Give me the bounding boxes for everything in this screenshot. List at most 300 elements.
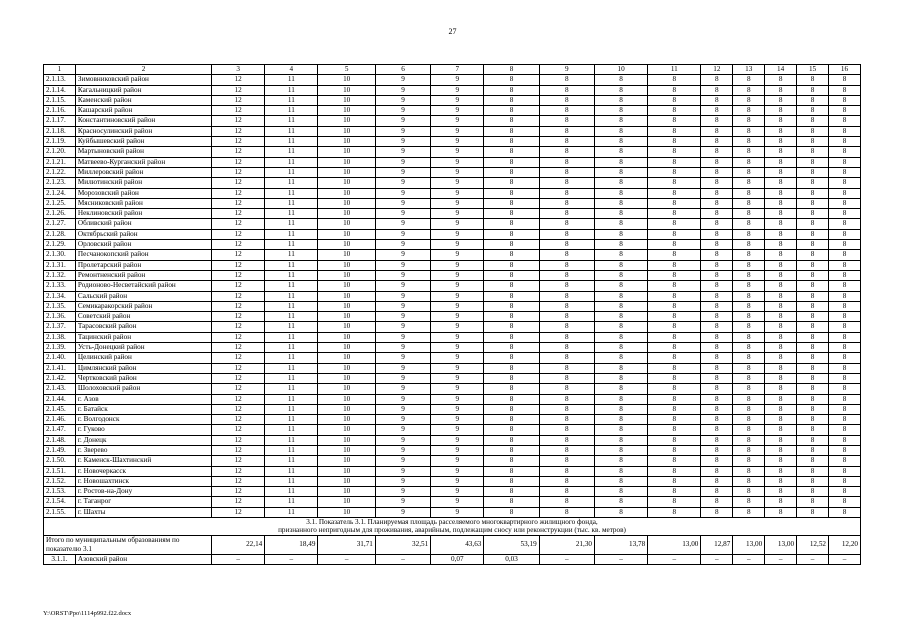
row-value-cell: 8 bbox=[829, 291, 861, 301]
row-value-cell: 11 bbox=[265, 373, 318, 383]
row-value-cell: 9 bbox=[375, 394, 430, 404]
row-value-cell: 8 bbox=[484, 85, 539, 95]
row-value-cell: 8 bbox=[484, 137, 539, 147]
row-value-cell: 8 bbox=[539, 301, 594, 311]
row-district-name: г. Батайск bbox=[75, 404, 211, 414]
row-value-cell: 8 bbox=[484, 466, 539, 476]
row-district-name: Родионово-Несветайский район bbox=[75, 281, 211, 291]
row-number: 2.1.20. bbox=[44, 147, 76, 157]
total-value-cell: 21,30 bbox=[539, 535, 594, 554]
row-value-cell: 8 bbox=[484, 487, 539, 497]
row-value-cell: 8 bbox=[701, 198, 733, 208]
row-value-cell: 8 bbox=[484, 219, 539, 229]
row-value-cell: 8 bbox=[539, 445, 594, 455]
row-value-cell: 8 bbox=[797, 116, 829, 126]
row-value-cell: 8 bbox=[648, 312, 701, 322]
row-value-cell: 11 bbox=[265, 322, 318, 332]
row-value-cell: 8 bbox=[539, 270, 594, 280]
table-row bbox=[44, 209, 861, 219]
row-value-cell: 8 bbox=[484, 198, 539, 208]
row-district-name: г. Волгодонск bbox=[75, 415, 211, 425]
row-value-cell: – bbox=[595, 554, 648, 564]
row-value-cell: 12 bbox=[212, 301, 265, 311]
row-value-cell: 8 bbox=[797, 147, 829, 157]
row-value-cell: 8 bbox=[733, 332, 765, 342]
row-value-cell: 10 bbox=[318, 250, 375, 260]
row-value-cell: 11 bbox=[265, 240, 318, 250]
row-value-cell: 8 bbox=[595, 415, 648, 425]
row-value-cell: 8 bbox=[765, 250, 797, 260]
row-district-name: Тацинский район bbox=[75, 332, 211, 342]
row-value-cell: 8 bbox=[797, 260, 829, 270]
row-district-name: Милютинский район bbox=[75, 178, 211, 188]
row-value-cell: 8 bbox=[797, 281, 829, 291]
row-value-cell: 8 bbox=[797, 291, 829, 301]
table-row bbox=[44, 322, 861, 332]
row-value-cell: 9 bbox=[431, 219, 484, 229]
row-value-cell: 10 bbox=[318, 301, 375, 311]
row-value-cell: 8 bbox=[701, 322, 733, 332]
row-value-cell: 12 bbox=[212, 487, 265, 497]
row-value-cell: 8 bbox=[648, 476, 701, 486]
row-value-cell: 8 bbox=[595, 373, 648, 383]
row-value-cell: 8 bbox=[797, 343, 829, 353]
row-value-cell: 9 bbox=[431, 466, 484, 476]
table-row bbox=[44, 116, 861, 126]
row-number: 2.1.16. bbox=[44, 106, 76, 116]
row-value-cell: 8 bbox=[797, 270, 829, 280]
row-value-cell: 9 bbox=[431, 229, 484, 239]
row-number: 2.1.51. bbox=[44, 466, 76, 476]
column-header-10: 10 bbox=[595, 65, 648, 75]
row-value-cell: 9 bbox=[375, 353, 430, 363]
row-value-cell: 9 bbox=[431, 188, 484, 198]
row-value-cell: 8 bbox=[701, 466, 733, 476]
row-value-cell: 8 bbox=[648, 116, 701, 126]
row-value-cell: 8 bbox=[595, 301, 648, 311]
row-value-cell: 10 bbox=[318, 281, 375, 291]
row-value-cell: 10 bbox=[318, 497, 375, 507]
row-value-cell: 8 bbox=[797, 126, 829, 136]
row-value-cell: 8 bbox=[648, 322, 701, 332]
row-value-cell: 11 bbox=[265, 270, 318, 280]
section-caption bbox=[44, 518, 861, 536]
row-value-cell: 8 bbox=[765, 363, 797, 373]
row-value-cell: 8 bbox=[829, 116, 861, 126]
row-number: 2.1.38. bbox=[44, 332, 76, 342]
row-district-name: Мясниковский район bbox=[75, 198, 211, 208]
table-row bbox=[44, 394, 861, 404]
row-value-cell: 8 bbox=[539, 456, 594, 466]
row-value-cell: 8 bbox=[701, 178, 733, 188]
row-district-name: Советский район bbox=[75, 312, 211, 322]
row-value-cell: 8 bbox=[797, 157, 829, 167]
row-value-cell: 8 bbox=[797, 332, 829, 342]
row-value-cell: 10 bbox=[318, 260, 375, 270]
row-district-name: Кагальницкий район bbox=[75, 85, 211, 95]
row-district-name: Мартыновский район bbox=[75, 147, 211, 157]
row-value-cell: 8 bbox=[765, 240, 797, 250]
row-value-cell: 8 bbox=[484, 507, 539, 517]
row-value-cell: 8 bbox=[539, 219, 594, 229]
row-value-cell: 9 bbox=[431, 157, 484, 167]
row-value-cell: 10 bbox=[318, 116, 375, 126]
row-value-cell: 9 bbox=[375, 167, 430, 177]
row-number: 3.1.1. bbox=[44, 554, 76, 564]
row-value-cell: 8 bbox=[829, 240, 861, 250]
row-value-cell: 8 bbox=[648, 240, 701, 250]
row-value-cell: 9 bbox=[375, 209, 430, 219]
row-value-cell: 8 bbox=[797, 363, 829, 373]
row-value-cell: 8 bbox=[484, 250, 539, 260]
row-value-cell: 8 bbox=[595, 456, 648, 466]
row-number: 2.1.43. bbox=[44, 384, 76, 394]
row-value-cell: 8 bbox=[829, 384, 861, 394]
row-value-cell: 12 bbox=[212, 167, 265, 177]
row-value-cell: 8 bbox=[595, 240, 648, 250]
row-number: 2.1.29. bbox=[44, 240, 76, 250]
row-value-cell: 8 bbox=[765, 343, 797, 353]
row-value-cell: 11 bbox=[265, 404, 318, 414]
row-district-name: г. Шахты bbox=[75, 507, 211, 517]
row-value-cell: 11 bbox=[265, 219, 318, 229]
row-value-cell: 12 bbox=[212, 240, 265, 250]
row-value-cell: 11 bbox=[265, 394, 318, 404]
row-value-cell: 9 bbox=[375, 270, 430, 280]
row-value-cell: 8 bbox=[765, 487, 797, 497]
column-header-13: 13 bbox=[733, 65, 765, 75]
row-value-cell: 8 bbox=[595, 476, 648, 486]
row-value-cell: 8 bbox=[733, 353, 765, 363]
table-row bbox=[44, 456, 861, 466]
row-value-cell: 8 bbox=[765, 85, 797, 95]
row-value-cell: 8 bbox=[539, 167, 594, 177]
row-value-cell: 8 bbox=[539, 281, 594, 291]
row-value-cell: 8 bbox=[829, 312, 861, 322]
column-header-3: 3 bbox=[212, 65, 265, 75]
row-value-cell: 12 bbox=[212, 281, 265, 291]
row-value-cell: 8 bbox=[648, 167, 701, 177]
row-value-cell: 11 bbox=[265, 85, 318, 95]
row-district-name: Зимовниковский район bbox=[75, 75, 211, 85]
row-value-cell: 12 bbox=[212, 291, 265, 301]
row-value-cell: 8 bbox=[484, 281, 539, 291]
row-district-name: Усть-Донецкий район bbox=[75, 343, 211, 353]
row-value-cell: 9 bbox=[431, 363, 484, 373]
row-district-name: Кашарский район bbox=[75, 106, 211, 116]
row-value-cell: 12 bbox=[212, 404, 265, 414]
row-value-cell: 12 bbox=[212, 198, 265, 208]
row-value-cell: 8 bbox=[829, 343, 861, 353]
row-value-cell: 8 bbox=[797, 394, 829, 404]
row-value-cell: 9 bbox=[375, 281, 430, 291]
footer-file-path: Y:\ORST\Ppo\1114p992.f22.docx bbox=[43, 610, 132, 617]
row-value-cell: 9 bbox=[375, 250, 430, 260]
table-row bbox=[44, 415, 861, 425]
row-value-cell: 8 bbox=[539, 116, 594, 126]
row-value-cell: 8 bbox=[733, 147, 765, 157]
row-value-cell: 9 bbox=[431, 384, 484, 394]
row-value-cell: 8 bbox=[733, 435, 765, 445]
row-value-cell: 9 bbox=[431, 507, 484, 517]
row-value-cell: 10 bbox=[318, 312, 375, 322]
row-value-cell: 8 bbox=[701, 435, 733, 445]
row-value-cell: 8 bbox=[484, 178, 539, 188]
row-value-cell: 10 bbox=[318, 178, 375, 188]
row-value-cell: 9 bbox=[375, 497, 430, 507]
row-value-cell: – bbox=[212, 554, 265, 564]
row-value-cell: 9 bbox=[375, 188, 430, 198]
row-district-name: г. Зверево bbox=[75, 445, 211, 455]
row-value-cell: 8 bbox=[829, 250, 861, 260]
row-value-cell: 8 bbox=[648, 435, 701, 445]
row-value-cell: 8 bbox=[829, 137, 861, 147]
row-value-cell: 8 bbox=[701, 126, 733, 136]
row-value-cell: 8 bbox=[829, 106, 861, 116]
table-row bbox=[44, 260, 861, 270]
row-value-cell: 8 bbox=[648, 219, 701, 229]
row-number: 2.1.48. bbox=[44, 435, 76, 445]
total-value-cell: 13,00 bbox=[765, 535, 797, 554]
row-value-cell: 8 bbox=[765, 291, 797, 301]
table-row bbox=[44, 137, 861, 147]
row-value-cell: 10 bbox=[318, 394, 375, 404]
row-value-cell: 9 bbox=[375, 343, 430, 353]
row-value-cell: 8 bbox=[765, 456, 797, 466]
row-value-cell: 9 bbox=[431, 116, 484, 126]
row-value-cell: 8 bbox=[765, 281, 797, 291]
row-value-cell: 10 bbox=[318, 332, 375, 342]
row-value-cell: 8 bbox=[648, 106, 701, 116]
row-value-cell: 8 bbox=[829, 147, 861, 157]
row-value-cell: 8 bbox=[595, 445, 648, 455]
row-value-cell: 8 bbox=[648, 147, 701, 157]
table-row bbox=[44, 507, 861, 517]
row-district-name: Куйбышевский район bbox=[75, 137, 211, 147]
section-caption-row bbox=[44, 518, 861, 536]
row-value-cell: 8 bbox=[539, 291, 594, 301]
row-number: 2.1.46. bbox=[44, 415, 76, 425]
row-value-cell: 8 bbox=[733, 137, 765, 147]
row-value-cell: 11 bbox=[265, 497, 318, 507]
row-value-cell: 9 bbox=[431, 167, 484, 177]
table-row bbox=[44, 178, 861, 188]
row-value-cell: 8 bbox=[733, 229, 765, 239]
row-value-cell: 9 bbox=[431, 301, 484, 311]
row-value-cell: 9 bbox=[431, 178, 484, 188]
row-value-cell: 8 bbox=[733, 75, 765, 85]
row-value-cell: 8 bbox=[765, 198, 797, 208]
row-value-cell: 9 bbox=[375, 312, 430, 322]
row-district-name: Каменский район bbox=[75, 95, 211, 105]
row-value-cell: 8 bbox=[829, 332, 861, 342]
row-value-cell: 8 bbox=[733, 394, 765, 404]
row-value-cell: 8 bbox=[595, 281, 648, 291]
row-value-cell: 11 bbox=[265, 95, 318, 105]
row-value-cell: 12 bbox=[212, 466, 265, 476]
table-row bbox=[44, 291, 861, 301]
row-value-cell: 10 bbox=[318, 415, 375, 425]
row-value-cell: 8 bbox=[595, 188, 648, 198]
row-value-cell: 12 bbox=[212, 476, 265, 486]
row-value-cell: 8 bbox=[733, 281, 765, 291]
row-value-cell: 8 bbox=[484, 240, 539, 250]
row-district-name: Миллеровский район bbox=[75, 167, 211, 177]
row-value-cell: 8 bbox=[733, 260, 765, 270]
row-value-cell: 8 bbox=[765, 106, 797, 116]
row-value-cell: – bbox=[829, 554, 861, 564]
row-value-cell: 8 bbox=[733, 507, 765, 517]
row-value-cell: 8 bbox=[765, 394, 797, 404]
row-value-cell: 8 bbox=[648, 85, 701, 95]
row-value-cell: 8 bbox=[539, 95, 594, 105]
row-value-cell: 8 bbox=[539, 466, 594, 476]
column-header-15: 15 bbox=[797, 65, 829, 75]
row-value-cell: 8 bbox=[701, 301, 733, 311]
row-number: 2.1.13. bbox=[44, 75, 76, 85]
row-value-cell: 11 bbox=[265, 507, 318, 517]
row-value-cell: 9 bbox=[431, 476, 484, 486]
row-value-cell: 8 bbox=[648, 353, 701, 363]
row-value-cell: 8 bbox=[595, 487, 648, 497]
row-number: 2.1.53. bbox=[44, 487, 76, 497]
row-value-cell: 9 bbox=[375, 147, 430, 157]
row-value-cell: 8 bbox=[484, 95, 539, 105]
row-value-cell: 8 bbox=[648, 126, 701, 136]
row-value-cell: 8 bbox=[648, 260, 701, 270]
row-value-cell: 9 bbox=[431, 404, 484, 414]
table-row bbox=[44, 188, 861, 198]
row-value-cell: 9 bbox=[375, 240, 430, 250]
table-row bbox=[44, 229, 861, 239]
row-value-cell: 8 bbox=[701, 240, 733, 250]
row-value-cell: 10 bbox=[318, 425, 375, 435]
row-value-cell: 8 bbox=[539, 178, 594, 188]
row-value-cell: 8 bbox=[701, 394, 733, 404]
total-value-cell: 31,71 bbox=[318, 535, 375, 554]
row-value-cell: 8 bbox=[765, 476, 797, 486]
row-value-cell: 8 bbox=[648, 291, 701, 301]
row-district-name: г. Ростов-на-Дону bbox=[75, 487, 211, 497]
row-value-cell: 8 bbox=[733, 188, 765, 198]
row-value-cell: 8 bbox=[797, 95, 829, 105]
row-value-cell: 10 bbox=[318, 373, 375, 383]
row-value-cell: 8 bbox=[539, 415, 594, 425]
row-value-cell: 8 bbox=[733, 250, 765, 260]
row-value-cell: 11 bbox=[265, 353, 318, 363]
row-value-cell: 8 bbox=[648, 157, 701, 167]
row-value-cell: 8 bbox=[797, 353, 829, 363]
table-row bbox=[44, 301, 861, 311]
row-value-cell: 8 bbox=[797, 487, 829, 497]
table-row bbox=[44, 198, 861, 208]
row-value-cell: 8 bbox=[648, 487, 701, 497]
row-value-cell: 8 bbox=[539, 106, 594, 116]
table-row bbox=[44, 95, 861, 105]
row-district-name: Красносулинский район bbox=[75, 126, 211, 136]
row-value-cell: 10 bbox=[318, 75, 375, 85]
row-value-cell: 11 bbox=[265, 106, 318, 116]
row-value-cell: 8 bbox=[797, 188, 829, 198]
row-value-cell: 8 bbox=[701, 137, 733, 147]
row-value-cell: 8 bbox=[797, 445, 829, 455]
column-header-5: 5 bbox=[318, 65, 375, 75]
row-value-cell: 11 bbox=[265, 229, 318, 239]
row-value-cell: 8 bbox=[484, 188, 539, 198]
row-district-name: Цимлянский район bbox=[75, 363, 211, 373]
row-value-cell: 9 bbox=[431, 95, 484, 105]
row-value-cell: 9 bbox=[431, 343, 484, 353]
row-value-cell: 8 bbox=[539, 260, 594, 270]
row-district-name: Неклиновский район bbox=[75, 209, 211, 219]
row-value-cell: 11 bbox=[265, 363, 318, 373]
table-body bbox=[44, 65, 861, 565]
row-number: 2.1.35. bbox=[44, 301, 76, 311]
row-value-cell: 8 bbox=[701, 209, 733, 219]
row-value-cell: – bbox=[318, 554, 375, 564]
row-number: 2.1.52. bbox=[44, 476, 76, 486]
row-value-cell: 8 bbox=[829, 75, 861, 85]
row-value-cell: 10 bbox=[318, 106, 375, 116]
row-value-cell: 10 bbox=[318, 466, 375, 476]
table-row bbox=[44, 554, 861, 564]
row-value-cell: 12 bbox=[212, 229, 265, 239]
row-value-cell: 9 bbox=[375, 445, 430, 455]
row-value-cell: 12 bbox=[212, 353, 265, 363]
row-value-cell: 8 bbox=[701, 85, 733, 95]
row-value-cell: 8 bbox=[733, 384, 765, 394]
table-row bbox=[44, 85, 861, 95]
row-value-cell: 8 bbox=[539, 157, 594, 167]
row-value-cell: 8 bbox=[539, 353, 594, 363]
row-value-cell: 11 bbox=[265, 415, 318, 425]
table-row bbox=[44, 250, 861, 260]
row-value-cell: 9 bbox=[375, 301, 430, 311]
row-value-cell: 12 bbox=[212, 116, 265, 126]
row-value-cell: 9 bbox=[375, 373, 430, 383]
row-value-cell: 8 bbox=[829, 85, 861, 95]
row-value-cell: 8 bbox=[701, 75, 733, 85]
row-value-cell: 8 bbox=[797, 198, 829, 208]
row-value-cell: 8 bbox=[701, 95, 733, 105]
row-value-cell: 12 bbox=[212, 147, 265, 157]
row-value-cell: 8 bbox=[595, 95, 648, 105]
row-value-cell: 8 bbox=[765, 322, 797, 332]
row-value-cell: 8 bbox=[701, 167, 733, 177]
row-value-cell: 9 bbox=[431, 435, 484, 445]
table-row bbox=[44, 476, 861, 486]
row-value-cell: 12 bbox=[212, 126, 265, 136]
row-value-cell: 8 bbox=[733, 466, 765, 476]
row-value-cell: 8 bbox=[733, 497, 765, 507]
row-value-cell: 8 bbox=[701, 147, 733, 157]
row-value-cell: 12 bbox=[212, 178, 265, 188]
row-number: 2.1.42. bbox=[44, 373, 76, 383]
total-value-cell: 12,87 bbox=[701, 535, 733, 554]
row-value-cell: 8 bbox=[733, 106, 765, 116]
row-value-cell: 9 bbox=[375, 291, 430, 301]
row-value-cell: 11 bbox=[265, 260, 318, 270]
row-value-cell: 8 bbox=[733, 240, 765, 250]
row-value-cell: 9 bbox=[431, 75, 484, 85]
row-value-cell: 8 bbox=[539, 404, 594, 414]
row-value-cell: 8 bbox=[595, 270, 648, 280]
row-value-cell: 8 bbox=[829, 157, 861, 167]
row-value-cell: 8 bbox=[829, 322, 861, 332]
row-value-cell: 8 bbox=[539, 384, 594, 394]
row-value-cell: 8 bbox=[484, 116, 539, 126]
row-value-cell: 8 bbox=[648, 281, 701, 291]
